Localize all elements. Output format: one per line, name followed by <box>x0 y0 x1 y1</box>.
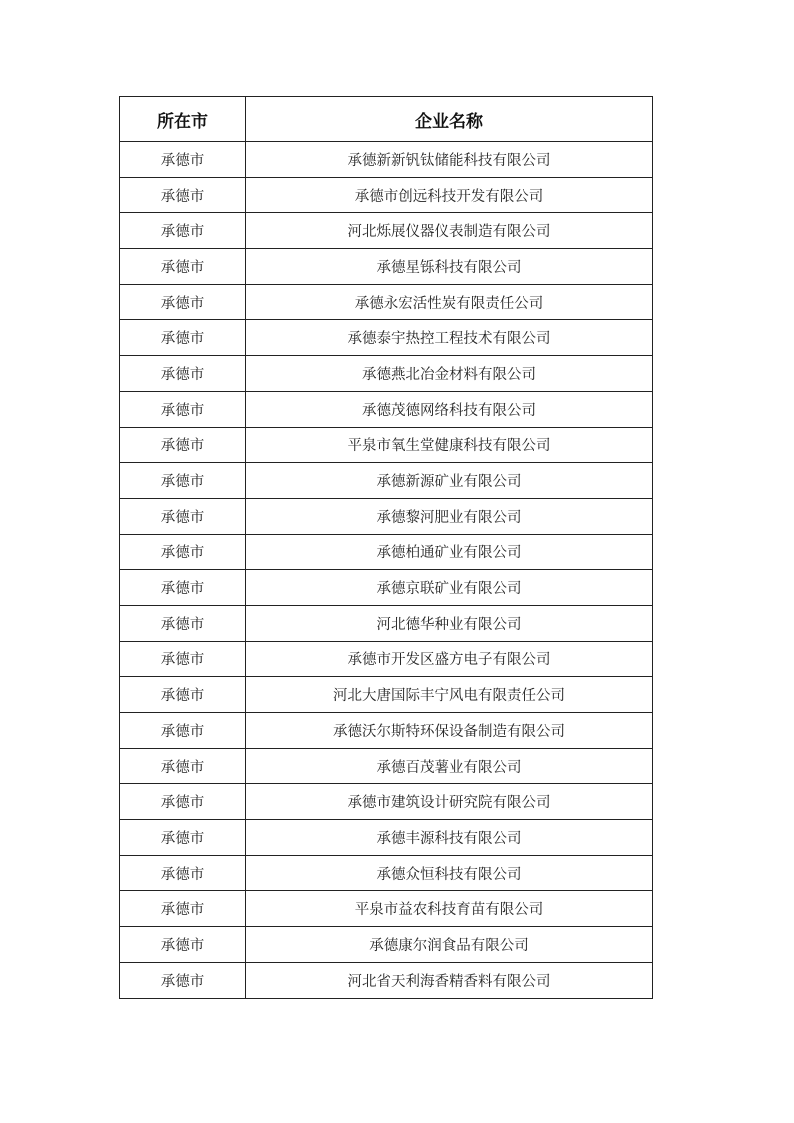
cell-city: 承德市 <box>120 570 246 606</box>
cell-company-name: 承德沃尔斯特环保设备制造有限公司 <box>246 713 653 749</box>
cell-city: 承德市 <box>120 891 246 927</box>
cell-city: 承德市 <box>120 820 246 856</box>
table-body <box>120 142 653 999</box>
table-row <box>120 784 653 820</box>
header-company-name: 企业名称 <box>246 97 653 142</box>
table-row <box>120 891 653 927</box>
cell-company-name: 承德市创远科技开发有限公司 <box>246 177 653 213</box>
table-row <box>120 820 653 856</box>
cell-city: 承德市 <box>120 356 246 392</box>
table-row <box>120 748 653 784</box>
cell-company-name: 承德市开发区盛方电子有限公司 <box>246 641 653 677</box>
cell-company-name: 承德星铄科技有限公司 <box>246 249 653 285</box>
company-table <box>119 96 653 999</box>
table-row <box>120 605 653 641</box>
table-row <box>120 498 653 534</box>
table-row <box>120 213 653 249</box>
table-row <box>120 177 653 213</box>
cell-city: 承德市 <box>120 534 246 570</box>
cell-company-name: 承德泰宇热控工程技术有限公司 <box>246 320 653 356</box>
header-city: 所在市 <box>120 97 246 142</box>
cell-city: 承德市 <box>120 677 246 713</box>
cell-city: 承德市 <box>120 249 246 285</box>
cell-company-name: 河北大唐国际丰宁风电有限责任公司 <box>246 677 653 713</box>
cell-city: 承德市 <box>120 391 246 427</box>
cell-company-name: 承德市建筑设计研究院有限公司 <box>246 784 653 820</box>
table-row <box>120 534 653 570</box>
table-row <box>120 284 653 320</box>
cell-city: 承德市 <box>120 177 246 213</box>
cell-city: 承德市 <box>120 320 246 356</box>
cell-company-name: 承德茂德网络科技有限公司 <box>246 391 653 427</box>
table-row <box>120 962 653 998</box>
cell-city: 承德市 <box>120 641 246 677</box>
table-row <box>120 570 653 606</box>
table-row <box>120 855 653 891</box>
cell-city: 承德市 <box>120 927 246 963</box>
cell-city: 承德市 <box>120 713 246 749</box>
table-row <box>120 356 653 392</box>
cell-city: 承德市 <box>120 284 246 320</box>
cell-city: 承德市 <box>120 463 246 499</box>
cell-city: 承德市 <box>120 427 246 463</box>
table-row <box>120 463 653 499</box>
table-row <box>120 249 653 285</box>
cell-company-name: 承德新源矿业有限公司 <box>246 463 653 499</box>
cell-city: 承德市 <box>120 962 246 998</box>
cell-city: 承德市 <box>120 213 246 249</box>
table-row <box>120 677 653 713</box>
cell-city: 承德市 <box>120 605 246 641</box>
cell-company-name: 承德新新钒钛储能科技有限公司 <box>246 142 653 178</box>
cell-city: 承德市 <box>120 784 246 820</box>
cell-company-name: 河北德华种业有限公司 <box>246 605 653 641</box>
table-row <box>120 641 653 677</box>
cell-city: 承德市 <box>120 855 246 891</box>
table-row <box>120 142 653 178</box>
cell-company-name: 承德柏通矿业有限公司 <box>246 534 653 570</box>
cell-company-name: 承德燕北冶金材料有限公司 <box>246 356 653 392</box>
cell-company-name: 河北省天利海香精香料有限公司 <box>246 962 653 998</box>
cell-city: 承德市 <box>120 498 246 534</box>
cell-company-name: 承德京联矿业有限公司 <box>246 570 653 606</box>
table-row <box>120 927 653 963</box>
table-row <box>120 391 653 427</box>
table-header-row <box>120 97 653 142</box>
table-row <box>120 320 653 356</box>
table-row <box>120 427 653 463</box>
cell-company-name: 承德丰源科技有限公司 <box>246 820 653 856</box>
cell-city: 承德市 <box>120 142 246 178</box>
cell-company-name: 承德众恒科技有限公司 <box>246 855 653 891</box>
cell-company-name: 平泉市氧生堂健康科技有限公司 <box>246 427 653 463</box>
cell-company-name: 承德永宏活性炭有限责任公司 <box>246 284 653 320</box>
cell-company-name: 承德黎河肥业有限公司 <box>246 498 653 534</box>
table-row <box>120 713 653 749</box>
cell-company-name: 平泉市益农科技育苗有限公司 <box>246 891 653 927</box>
cell-company-name: 承德百茂薯业有限公司 <box>246 748 653 784</box>
cell-city: 承德市 <box>120 748 246 784</box>
cell-company-name: 承德康尔润食品有限公司 <box>246 927 653 963</box>
cell-company-name: 河北烁展仪器仪表制造有限公司 <box>246 213 653 249</box>
